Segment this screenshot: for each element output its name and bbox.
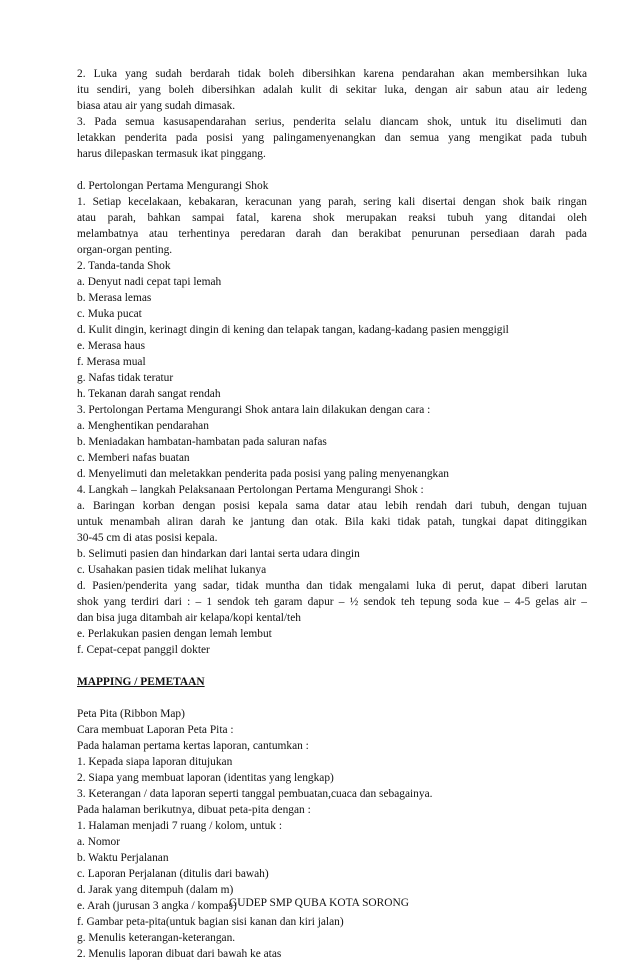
list-item: f. Gambar peta-pita(untuk bagian sisi kanan dan kiri jalan) <box>77 916 344 928</box>
list-item: a. Menghentikan pendarahan <box>77 420 209 432</box>
text-line: Pada halaman berikutnya, dibuat peta-pita dengan : <box>77 804 311 816</box>
list-item: f. Merasa mual <box>77 356 146 368</box>
list-item: e. Arah (jurusan 3 angka / kompas) <box>77 900 237 912</box>
section-title: d. Pertolongan Pertama Mengurangi Shok <box>77 180 269 192</box>
list-item: b. Waktu Perjalanan <box>77 852 169 864</box>
spacer <box>77 162 587 178</box>
text-line: untuk menambah aliran darah ke jantung dan otak. Bila kaki tidak patah, tungkai dapat ditinggikan <box>77 516 587 528</box>
list-item: c. Muka pucat <box>77 308 142 320</box>
paragraph-wound-care <box>77 66 587 162</box>
list-item: g. Nafas tidak teratur <box>77 372 174 384</box>
spacer <box>77 658 587 674</box>
section-heading-mapping: MAPPING / PEMETAAN <box>77 676 205 688</box>
text-line: letakkan penderita pada posisi yang palingamenyenangkan dan semua yang mengikat pada tubuh <box>77 132 587 144</box>
text-line: 1. Setiap kecelakaan, kebakaran, keracunan yang parah, sering kali disertai dengan shok baik ringan <box>77 196 587 208</box>
list-item: b. Meniadakan hambatan-hambatan pada saluran nafas <box>77 436 327 448</box>
list-item: c. Laporan Perjalanan (ditulis dari bawah) <box>77 868 269 880</box>
text-line: shok yang terdiri dari : – 1 sendok teh garam dapur – ½ sendok teh tepung soda kue – 4-5 gelas air – <box>77 596 587 608</box>
text-line: dan bisa juga ditambah air kelapa/kopi kental/teh <box>77 612 301 624</box>
text-line: harus dilepaskan termasuk ikat pinggang. <box>77 148 266 160</box>
text-line: organ-organ penting. <box>77 244 173 256</box>
page-footer: GUDEP SMP QUBA KOTA SORONG <box>229 897 409 909</box>
text-line: biasa atau air yang sudah dimasak. <box>77 100 236 112</box>
text-line: a. Baringan korban dengan posisi kepala sama datar atau lebih rendah dari tubuh, dengan tujuan <box>77 500 587 512</box>
list-item: 1. Kepada siapa laporan ditujukan <box>77 756 233 768</box>
list-item: c. Memberi nafas buatan <box>77 452 190 464</box>
text-line: Pada halaman pertama kertas laporan, cantumkan : <box>77 740 309 752</box>
list-item: 3. Pertolongan Pertama Mengurangi Shok antara lain dilakukan dengan cara : <box>77 404 431 416</box>
list-item: f. Cepat-cepat panggil dokter <box>77 644 210 656</box>
list-item: b. Merasa lemas <box>77 292 152 304</box>
list-item: 1. Halaman menjadi 7 ruang / kolom, untuk : <box>77 820 282 832</box>
list-item: 4. Langkah – langkah Pelaksanaan Pertolongan Pertama Mengurangi Shok : <box>77 484 424 496</box>
list-item: a. Denyut nadi cepat tapi lemah <box>77 276 222 288</box>
list-item: d. Menyelimuti dan meletakkan penderita pada posisi yang paling menyenangkan <box>77 468 449 480</box>
list-item: 3. Keterangan / data laporan seperti tanggal pembuatan,cuaca dan sebagainya. <box>77 788 433 800</box>
list-item: h. Tekanan darah sangat rendah <box>77 388 221 400</box>
text-line: d. Pasien/penderita yang sadar, tidak muntha dan tidak mengalami luka di perut, dapat diberi larutan <box>77 580 587 592</box>
text-line: Cara membuat Laporan Peta Pita : <box>77 724 234 736</box>
text-line: itu sendiri, yang boleh dibersihkan adalah kulit di sekitar luka, dengan air sabun atau air ledeng <box>77 84 587 96</box>
list-item: d. Kulit dingin, kerinagt dingin di kening dan telapak tangan, kadang-kadang pasien menggigil <box>77 324 509 336</box>
section-shock-first-aid <box>77 178 587 658</box>
list-item: a. Nomor <box>77 836 121 848</box>
text-line: 3. Pada semua kasusapendarahan serius, penderita selalu diancam shok, untuk itu diselimuti dan <box>77 116 587 128</box>
page-content <box>77 66 587 962</box>
list-item: 2. Siapa yang membuat laporan (identitas yang lengkap) <box>77 772 334 784</box>
section-ribbon-map <box>77 706 587 962</box>
spacer <box>77 690 587 706</box>
list-item: d. Jarak yang ditempuh (dalam m) <box>77 884 234 896</box>
text-line: Peta Pita (Ribbon Map) <box>77 708 185 720</box>
list-item: 2. Tanda-tanda Shok <box>77 260 171 272</box>
list-item: g. Menulis keterangan-keterangan. <box>77 932 236 944</box>
text-line: 30-45 cm di atas posisi kepala. <box>77 532 218 544</box>
text-line: atau parah, bahkan sampai fatal, karena shok merupakan reaksi tubuh yang ditandai oleh <box>77 212 587 224</box>
text-line: 2. Luka yang sudah berdarah tidak boleh dibersihkan karena pendarahan akan membersihkan luka <box>77 68 587 80</box>
list-item: 2. Menulis laporan dibuat dari bawah ke atas <box>77 948 282 960</box>
list-item: b. Selimuti pasien dan hindarkan dari lantai serta udara dingin <box>77 548 360 560</box>
text-line: melambatnya atau terhentinya peredaran darah dan berakibat penurunan persediaan darah pada <box>77 228 587 240</box>
list-item: e. Merasa haus <box>77 340 145 352</box>
list-item: c. Usahakan pasien tidak melihat lukanya <box>77 564 267 576</box>
list-item: e. Perlakukan pasien dengan lemah lembut <box>77 628 272 640</box>
